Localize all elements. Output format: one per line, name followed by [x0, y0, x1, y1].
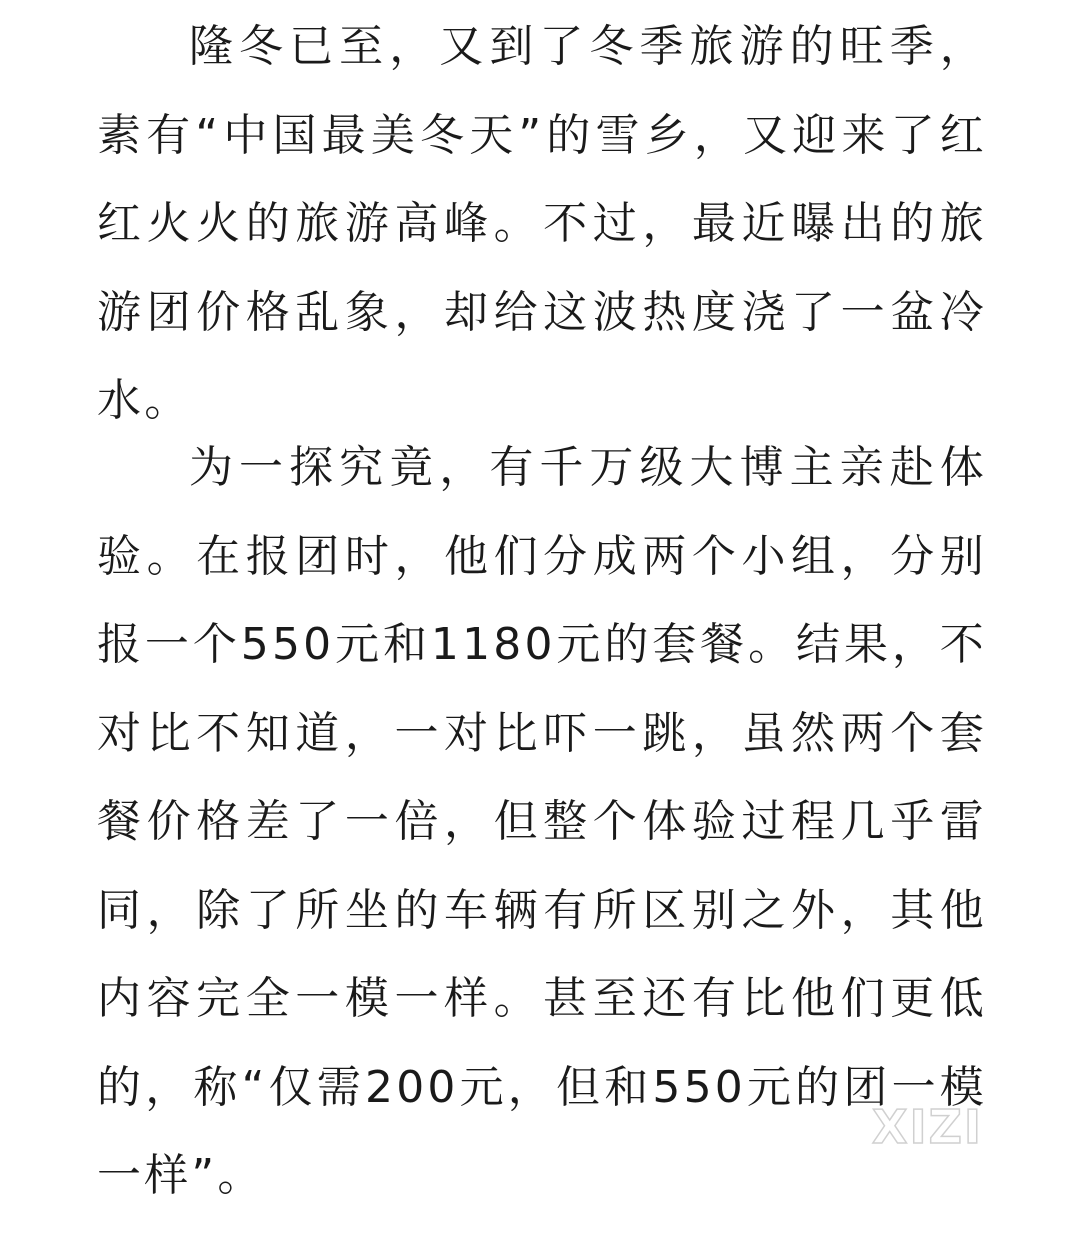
- article-paragraph-1: 隆冬已至，又到了冬季旅游的旺季，素有“中国最美冬天”的雪乡，又迎来了红红火火的旅游高峰。不过，最近曝出的旅游团价格乱象，却给这波热度浇了一盆冷水。: [97, 21, 987, 426]
- article-paragraph-2: 为一探究竟，有千万级大博主亲赴体验。在报团时，他们分成两个小组，分别报一个550元和1180元的套餐。结果，不对比不知道，一对比吓一跳，虽然两个套餐价格差了一倍，但整个体验过程几乎雷同，除了所坐的车辆有所区别之外，其他内容完全一模一样。甚至还有比他们更低的，称“仅需200元，但和550元的团一模一样”。: [97, 442, 987, 1201]
- watermark-logo: XIZI: [872, 1100, 984, 1154]
